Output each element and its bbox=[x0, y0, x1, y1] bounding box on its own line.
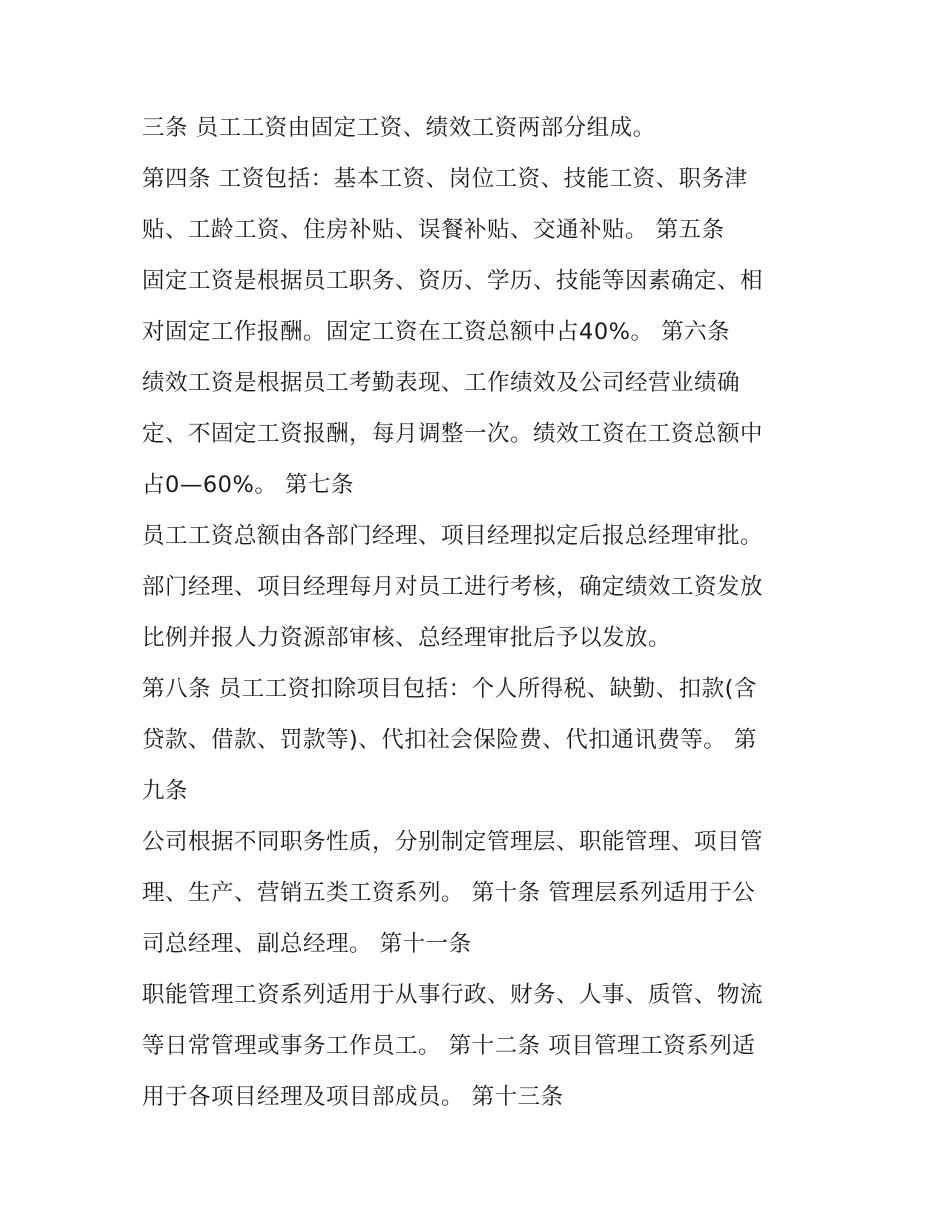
text-line: 对固定工作报酬。固定工资在工资总额中占40%。 第六条 bbox=[142, 319, 731, 345]
text-line: 三条 员工工资由固定工资、绩效工资两部分组成。 bbox=[142, 115, 656, 141]
text-line: 九条 bbox=[142, 778, 189, 804]
text-line: 固定工资是根据员工职务、资历、学历、技能等因素确定、相 bbox=[142, 268, 764, 294]
text-line: 贷款、借款、罚款等)、代扣社会保险费、代扣通讯费等。 第 bbox=[142, 727, 757, 753]
text-line: 比例并报人力资源部审核、总经理审批后予以发放。 bbox=[142, 625, 672, 651]
text-line: 贴、工龄工资、住房补贴、误餐补贴、交通补贴。 第五条 bbox=[142, 217, 725, 243]
text-line: 职能管理工资系列适用于从事行政、财务、人事、质管、物流 bbox=[142, 982, 764, 1008]
text-line: 定、不固定工资报酬，每月调整一次。绩效工资在工资总额中 bbox=[142, 421, 764, 447]
text-line: 用于各项目经理及项目部成员。 第十三条 bbox=[142, 1084, 564, 1110]
text-line: 员工工资总额由各部门经理、项目经理拟定后报总经理审批。 bbox=[142, 523, 764, 549]
text-line: 绩效工资是根据员工考勤表现、工作绩效及公司经营业绩确 bbox=[142, 370, 741, 396]
text-line: 公司根据不同职务性质，分别制定管理层、职能管理、项目管 bbox=[142, 829, 764, 855]
text-line: 理、生产、营销五类工资系列。 第十条 管理层系列适用于公 bbox=[142, 880, 756, 906]
text-line: 等日常管理或事务工作员工。 第十二条 项目管理工资系列适 bbox=[142, 1033, 756, 1059]
text-line: 第八条 员工工资扣除项目包括：个人所得税、缺勤、扣款(含 bbox=[142, 676, 757, 702]
document-body bbox=[142, 108, 822, 1128]
text-line: 部门经理、项目经理每月对员工进行考核，确定绩效工资发放 bbox=[142, 574, 764, 600]
text-line: 第四条 工资包括：基本工资、岗位工资、技能工资、职务津 bbox=[142, 166, 748, 192]
text-line: 占0—60%。 第七条 bbox=[142, 472, 354, 498]
text-line: 司总经理、副总经理。 第十一条 bbox=[142, 931, 472, 957]
